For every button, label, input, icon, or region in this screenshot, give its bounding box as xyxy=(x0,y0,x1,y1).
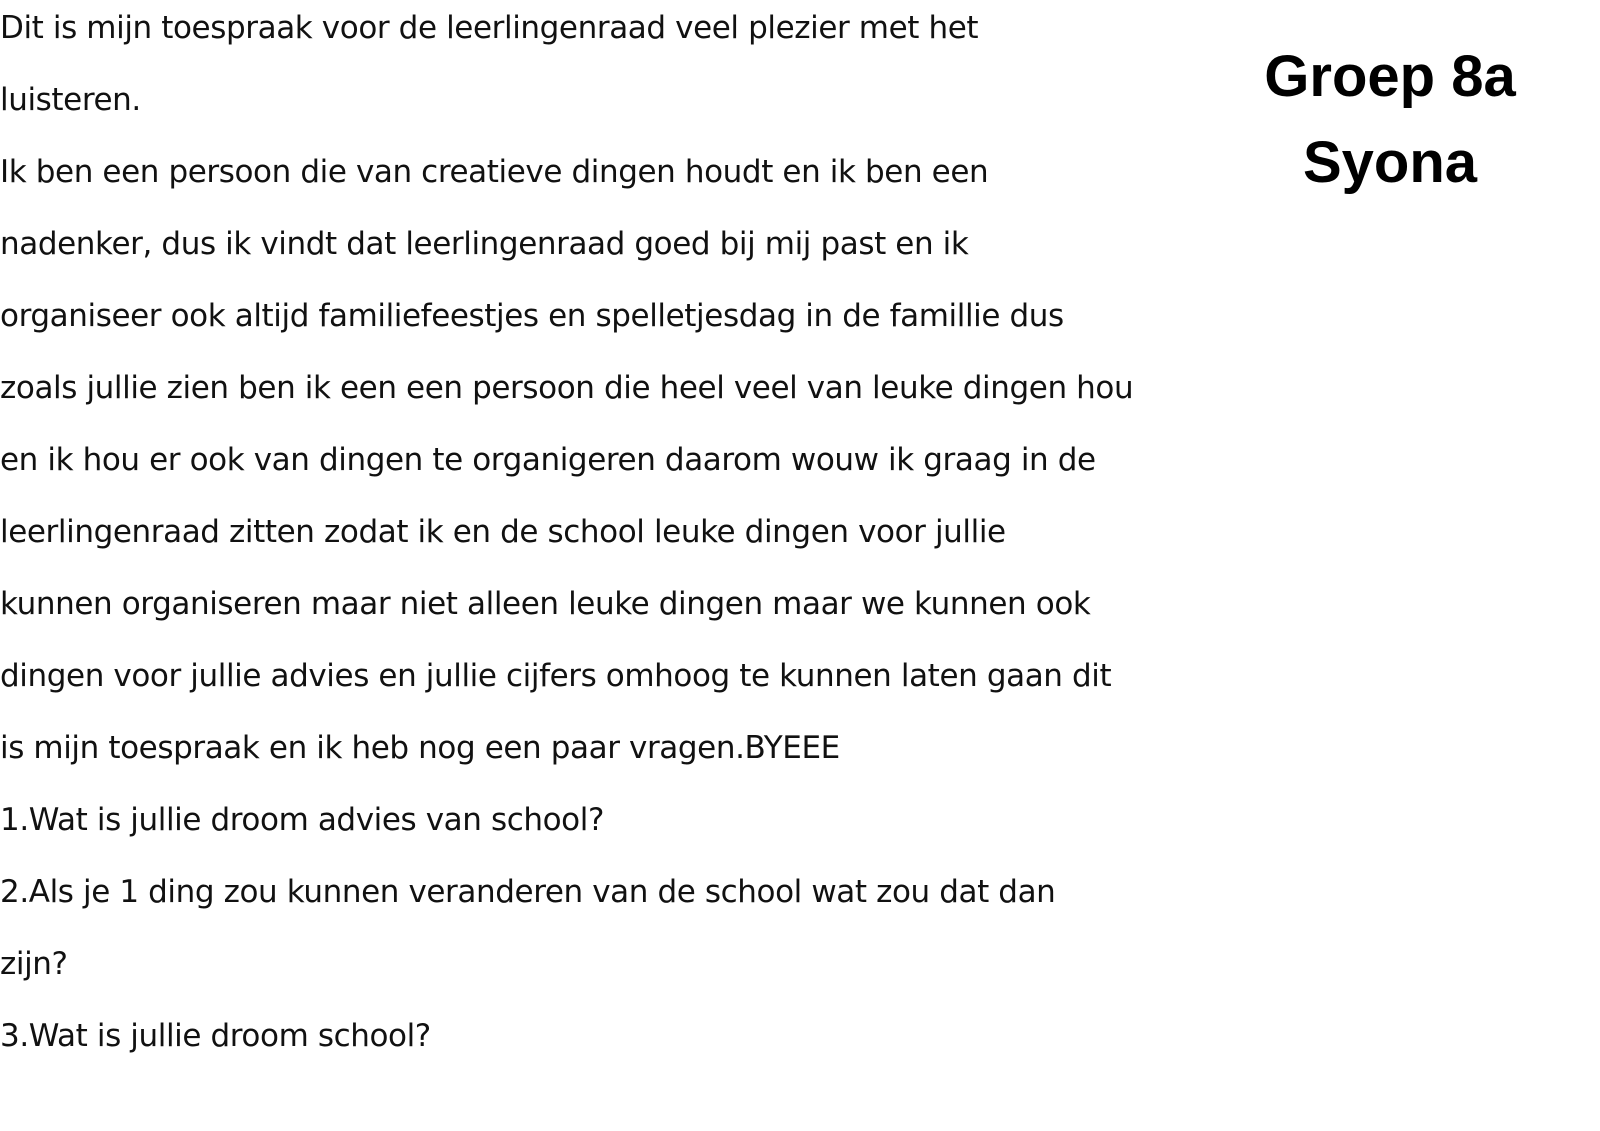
text-line: nadenker, dus ik vindt dat leerlingenraad goed bij mij past en ik xyxy=(0,226,969,262)
question-1: 1.Wat is jullie droom advies van school? xyxy=(0,802,605,838)
question-3: 3.Wat is jullie droom school? xyxy=(0,1018,431,1054)
text-line: Dit is mijn toespraak voor de leerlingenraad veel plezier met het xyxy=(0,10,979,46)
text-line: dingen voor jullie advies en jullie cijfers omhoog te kunnen laten gaan dit xyxy=(0,658,1112,694)
question-2-continued: zijn? xyxy=(0,946,68,982)
text-line: zoals jullie zien ben ik een een persoon die heel veel van leuke dingen hou xyxy=(0,370,1134,406)
text-line: leerlingenraad zitten zodat ik en de school leuke dingen voor jullie xyxy=(0,514,1006,550)
text-line: kunnen organiseren maar niet alleen leuke dingen maar we kunnen ook xyxy=(0,586,1091,622)
group-title: Groep 8a xyxy=(1264,44,1516,109)
text-line: organiseer ook altijd familiefeestjes en spelletjesdag in de famillie dus xyxy=(0,298,1064,334)
text-line: en ik hou er ook van dingen te organigeren daarom wouw ik graag in de xyxy=(0,442,1096,478)
question-2: 2.Als je 1 ding zou kunnen veranderen van de school wat zou dat dan xyxy=(0,874,1056,910)
text-line: is mijn toespraak en ik heb nog een paar vragen.BYEEE xyxy=(0,730,840,766)
text-line: luisteren. xyxy=(0,82,141,118)
heading-block xyxy=(1240,34,1540,206)
text-line: Ik ben een persoon die van creatieve dingen houdt en ik ben een xyxy=(0,154,989,190)
author-name: Syona xyxy=(1302,130,1478,195)
